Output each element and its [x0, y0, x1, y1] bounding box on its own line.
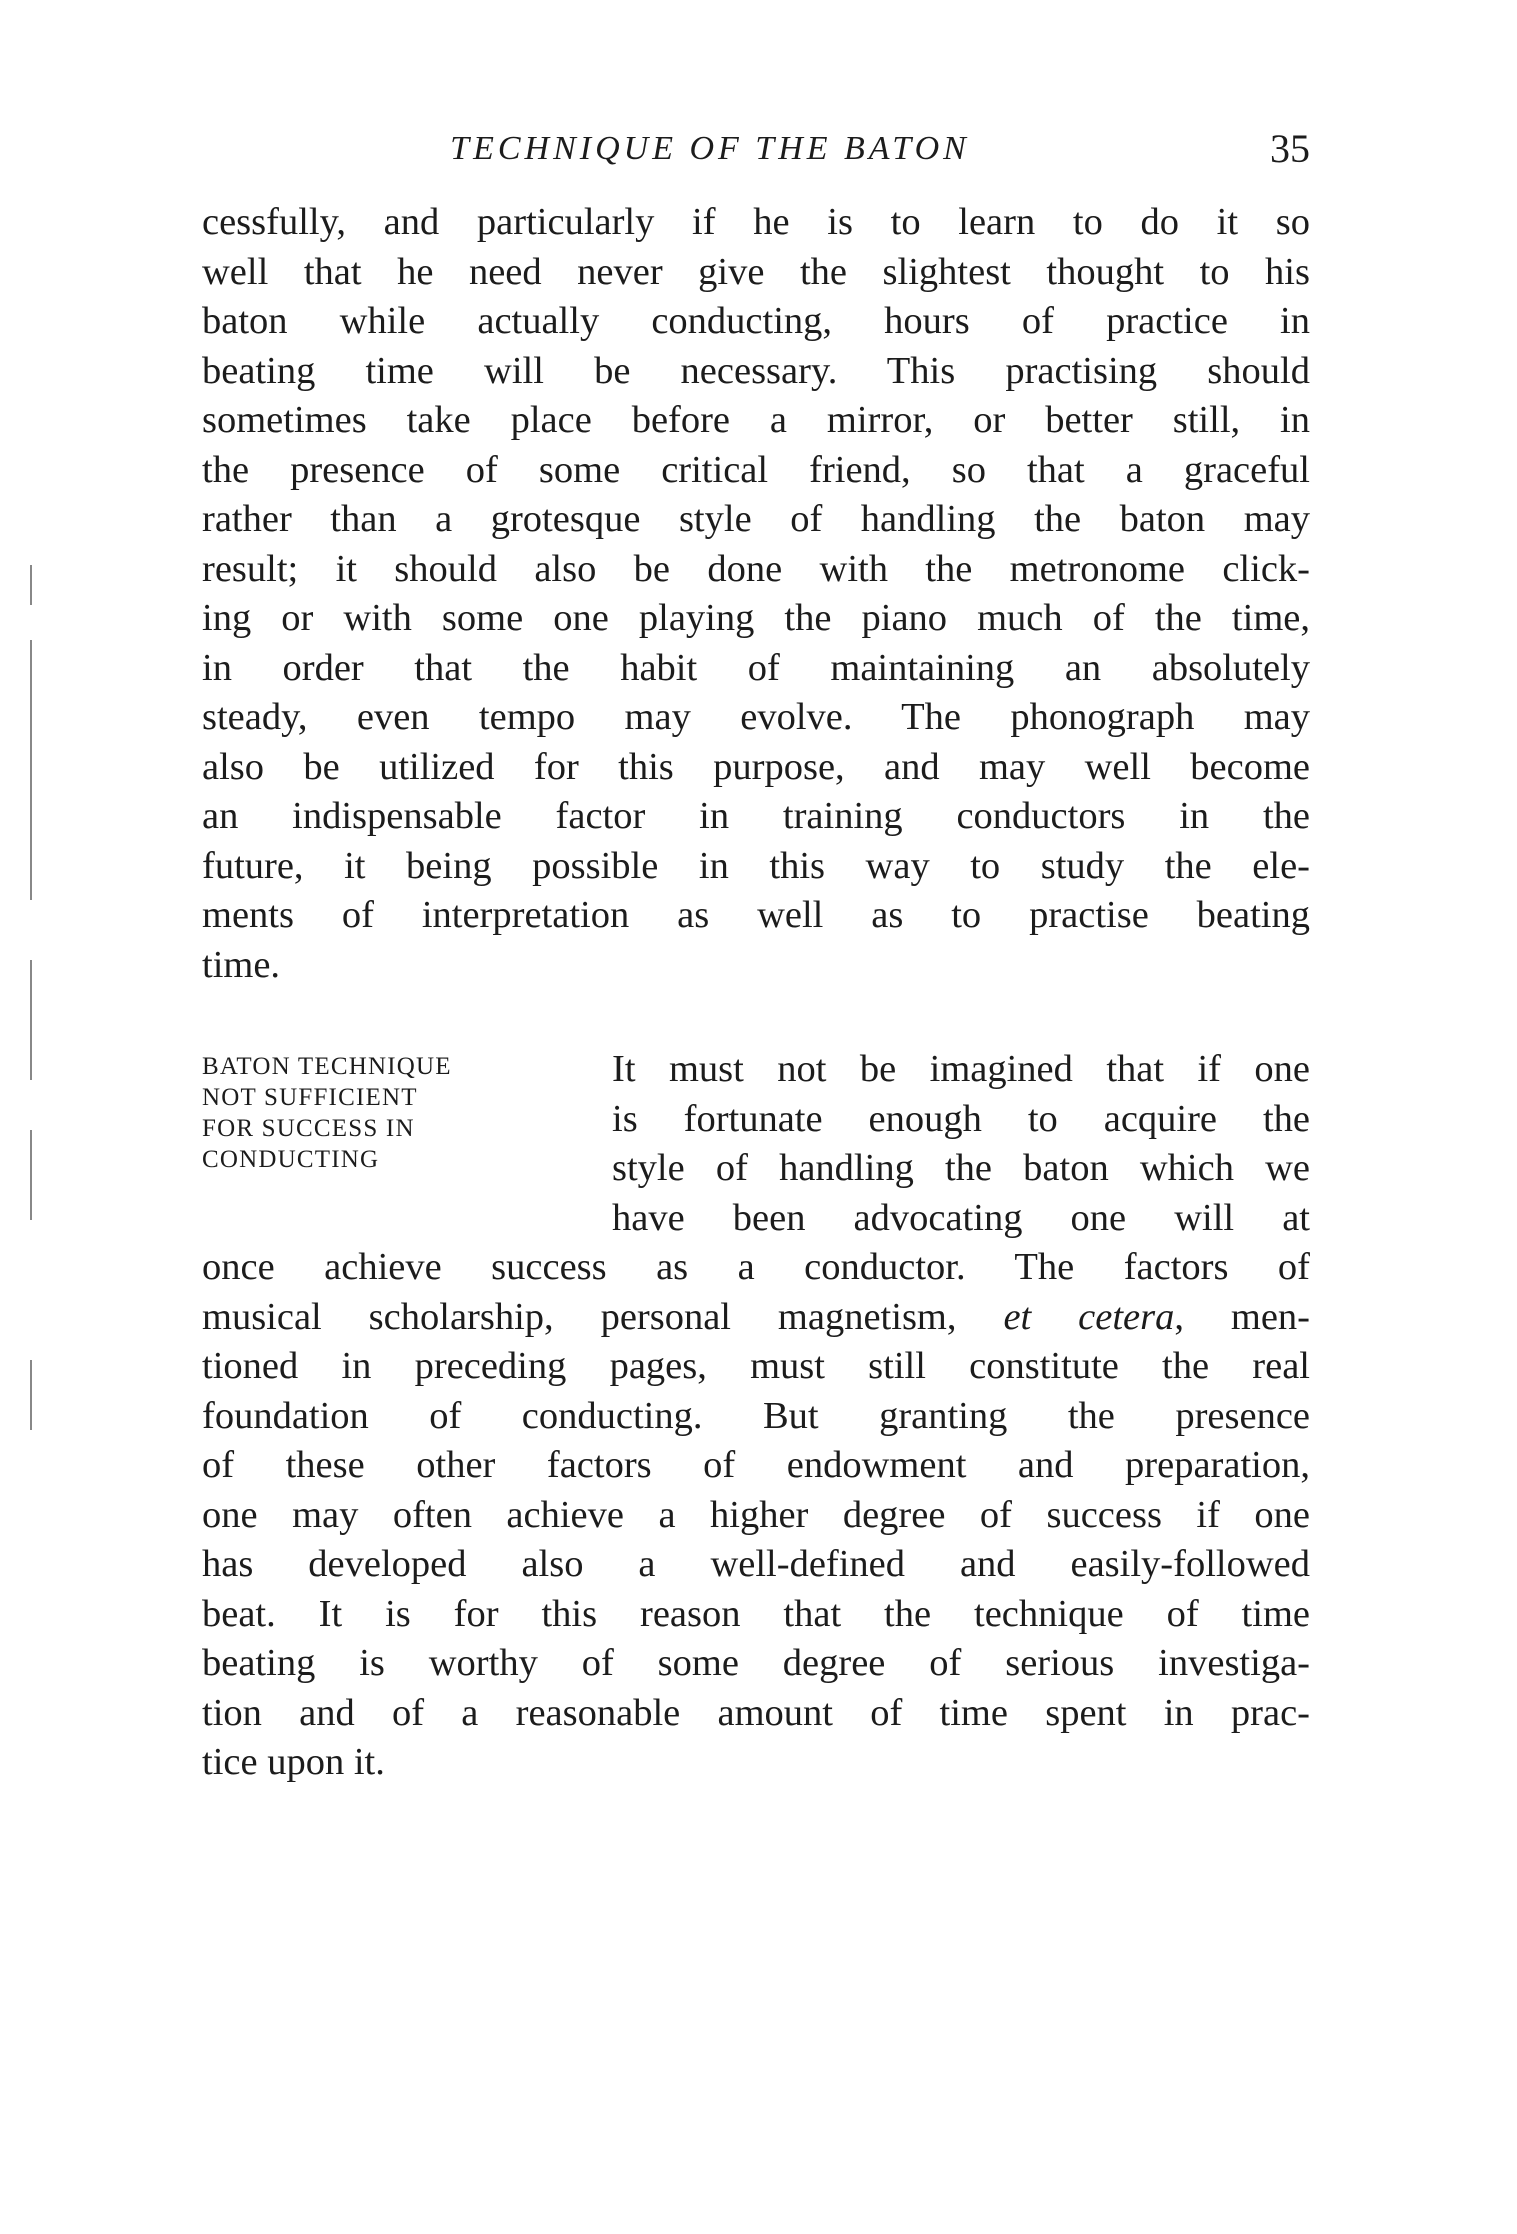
scan-margin-mark	[30, 960, 32, 1080]
text-line: beating is worthy of some degree of serious investiga-	[202, 1642, 1310, 1684]
text-line: an indispensable factor in training conductors in the	[202, 795, 1310, 837]
sidenote-line: FOR SUCCESS IN	[202, 1115, 415, 1142]
text-line: rather than a grotesque style of handling the baton may	[202, 498, 1310, 540]
text-line: well that he need never give the slightest thought to his	[202, 250, 1310, 293]
scan-margin-mark	[30, 1360, 32, 1430]
text-line: tice upon it.	[202, 1741, 385, 1783]
scan-margin-mark	[30, 565, 32, 605]
text-line: result; it should also be done with the metronome click-	[202, 547, 1310, 590]
text-line: beating time will be necessary. This practising should	[202, 349, 1310, 392]
text-line: of these other factors of endowment and preparation,	[202, 1444, 1310, 1486]
text-line: the presence of some critical friend, so that a graceful	[202, 448, 1310, 491]
text-line: sometimes take place before a mirror, or better still, in	[202, 399, 1310, 441]
text-line: also be utilized for this purpose, and may well become	[202, 745, 1310, 788]
page-number: 35	[1270, 126, 1310, 171]
text-line: ments of interpretation as well as to practise beating	[202, 894, 1310, 936]
text-line: once achieve success as a conductor. The factors of	[202, 1246, 1310, 1288]
sidenote-line: BATON TECHNIQUE	[202, 1053, 452, 1080]
text-line: one may often achieve a higher degree of success if one	[202, 1493, 1310, 1536]
text-line: time.	[202, 943, 281, 986]
text-line: in order that the habit of maintaining an absolutely	[202, 646, 1310, 689]
text-line: future, it being possible in this way to study the ele-	[202, 844, 1310, 887]
paragraph-1	[202, 198, 1310, 990]
text-line: is fortunate enough to acquire the	[612, 1097, 1310, 1140]
marginal-sidenote	[202, 1051, 532, 1175]
text-line: style of handling the baton which we	[612, 1147, 1310, 1189]
running-head	[200, 124, 1310, 174]
text-line: beat. It is for this reason that the technique of time	[202, 1592, 1310, 1635]
text-line: have been advocating one will at	[612, 1196, 1310, 1239]
text-segment: , men-	[1174, 1295, 1310, 1338]
text-line: baton while actually conducting, hours of practice in	[202, 300, 1310, 342]
text-line: tion and of a reasonable amount of time spent in prac-	[202, 1691, 1310, 1734]
sidenote-line: CONDUCTING	[202, 1146, 380, 1173]
text-line: tioned in preceding pages, must still constitute the real	[202, 1345, 1310, 1387]
scan-margin-mark	[30, 640, 32, 900]
scan-margin-mark	[30, 1130, 32, 1220]
running-title: TECHNIQUE OF THE BATON	[450, 130, 970, 167]
sidenote-line: NOT SUFFICIENT	[202, 1084, 418, 1111]
text-line: ing or with some one playing the piano much of the time,	[202, 597, 1310, 639]
text-line	[202, 1293, 1310, 1343]
paragraph-2	[202, 1045, 1310, 1788]
italic-phrase: et cetera	[1003, 1295, 1175, 1338]
text-segment: musical scholarship, personal magnetism,	[202, 1295, 1004, 1338]
text-line: cessfully, and particularly if he is to learn to do it so	[202, 201, 1310, 243]
text-line: steady, even tempo may evolve. The phonograph may	[202, 696, 1310, 738]
text-line: has developed also a well-defined and easily-followed	[202, 1543, 1310, 1585]
text-line: foundation of conducting. But granting the presence	[202, 1394, 1310, 1437]
text-line: It must not be imagined that if one	[612, 1048, 1310, 1090]
